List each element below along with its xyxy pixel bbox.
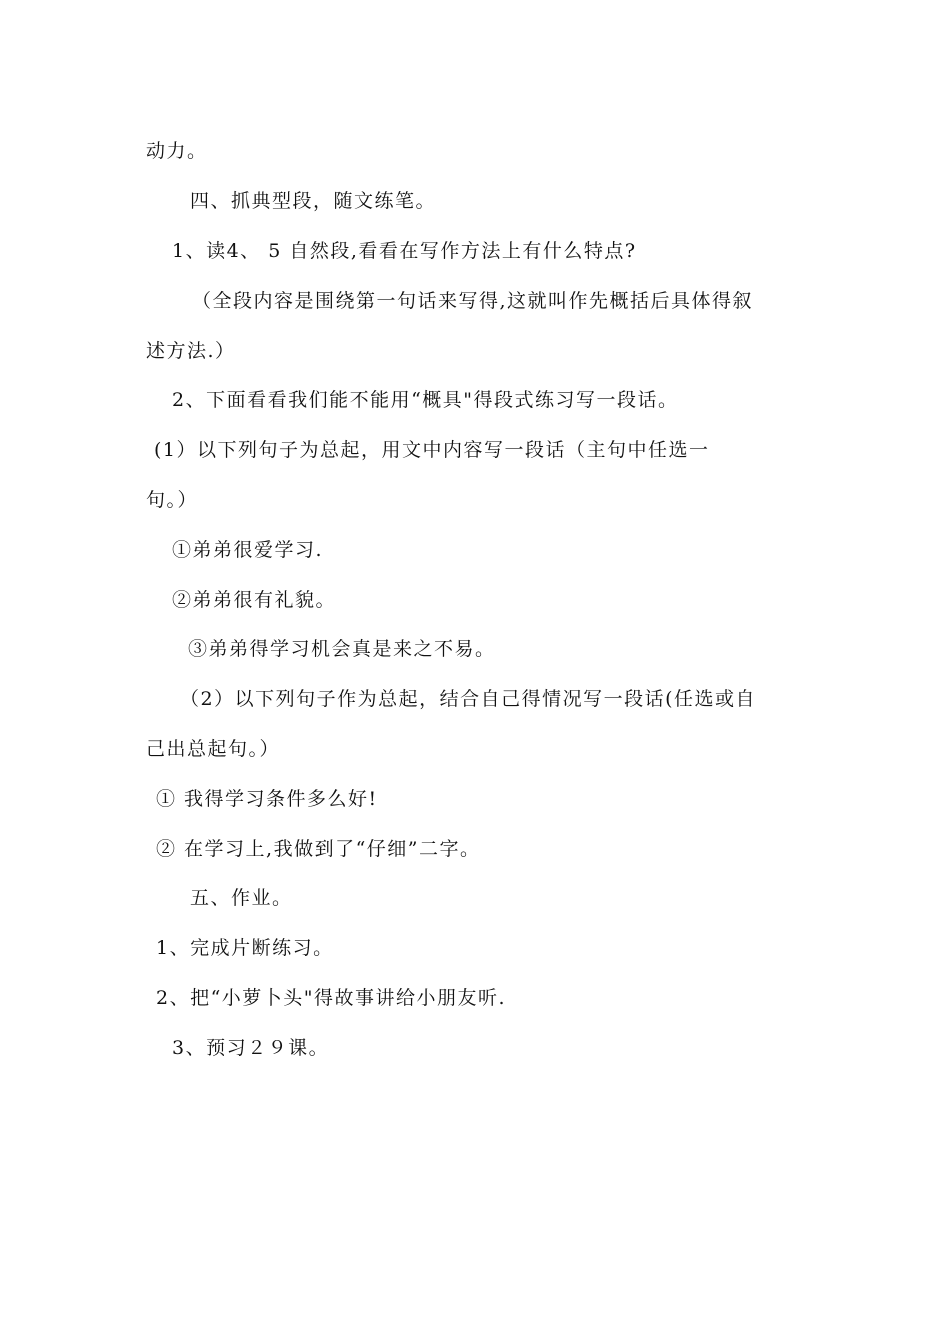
text-line-7: (1）以下列句子为总起，用文中内容写一段话（主句中任选一: [154, 439, 710, 461]
text-line-9: ①弟弟很爱学习.: [172, 539, 324, 561]
text-line-13: 己出总起句。）: [146, 738, 281, 760]
text-line-3: 1、读4、 5 自然段,看看在写作方法上有什么特点?: [172, 240, 637, 262]
text-line-5: 述方法.）: [146, 340, 236, 362]
text-line-17: 1、完成片断练习。: [156, 937, 334, 959]
text-line-1: 动力。: [146, 140, 208, 162]
text-line-12: （2）以下列句子作为总起，结合自己得情况写一段话(任选或自: [180, 688, 757, 710]
section-heading-4: 四、抓典型段，随文练笔。: [190, 190, 437, 212]
section-heading-5: 五、作业。: [190, 887, 293, 909]
text-line-4: （全段内容是围绕第一句话来写得,这就叫作先概括后具体得叙: [192, 290, 754, 312]
text-line-19: 3、预习２９课。: [172, 1037, 330, 1059]
text-line-15: ② 在学习上,我做到了“仔细”二字。: [156, 838, 481, 860]
text-line-11: ③弟弟得学习机会真是来之不易。: [188, 638, 496, 660]
text-line-14: ① 我得学习条件多么好!: [156, 788, 378, 810]
text-line-8: 句。）: [146, 489, 199, 511]
text-line-10: ②弟弟很有礼貌。: [172, 589, 337, 611]
text-line-6: 2、下面看看我们能不能用“概具"得段式练习写一段话。: [172, 389, 679, 411]
text-line-18: 2、把“小萝卜头"得故事讲给小朋友听.: [156, 987, 507, 1009]
